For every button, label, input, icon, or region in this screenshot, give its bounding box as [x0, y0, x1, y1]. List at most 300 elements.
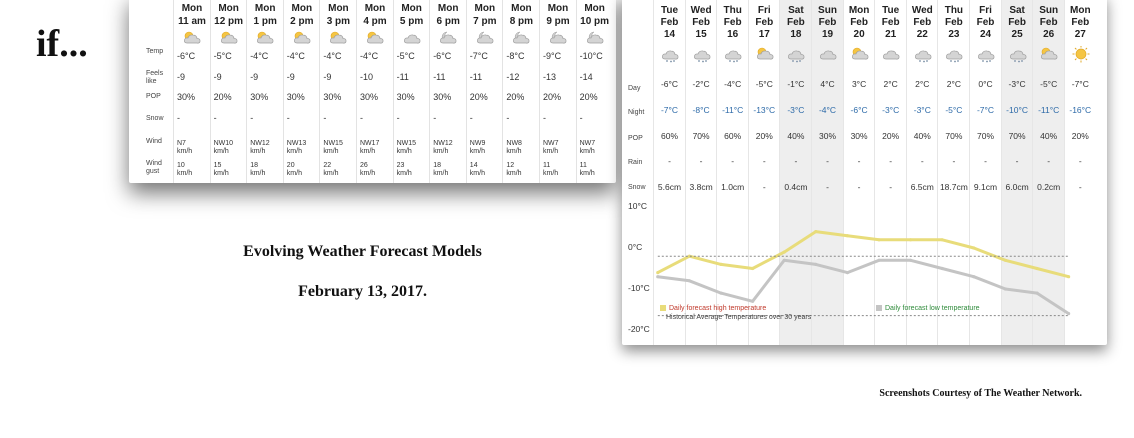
daily-month: Feb [660, 17, 679, 28]
hourly-wind-unit: km/h [250, 148, 266, 155]
sun-cloud-icon [292, 30, 312, 46]
hourly-gust: 23 [396, 162, 405, 169]
hourly-wind: NW12 [250, 140, 270, 147]
hourly-gust: 18 [250, 162, 258, 169]
daily-high: -5°C [755, 79, 773, 89]
row-label-night: Night [628, 109, 645, 116]
hourly-wind-unit: km/h [177, 148, 193, 155]
daily-date: 22 [916, 29, 928, 40]
hourly-snow: - [286, 113, 290, 123]
daily-dow: Mon [1070, 5, 1091, 16]
hourly-gust-unit: km/h [360, 170, 376, 177]
hourly-time: 9 pm [546, 16, 570, 27]
hourly-wind-unit: km/h [579, 148, 595, 155]
hourly-feels-like: -9 [177, 72, 186, 82]
daily-rain: - [699, 156, 703, 166]
daily-low: -7°C [660, 105, 679, 115]
daily-dow: Fri [757, 5, 771, 16]
daily-rain: - [1078, 156, 1082, 166]
hourly-gust-unit: km/h [286, 170, 302, 177]
daily-high: 2°C [915, 79, 930, 89]
y-tick-label: -10°C [628, 283, 650, 293]
high-temp-point [909, 238, 912, 241]
daily-month: Feb [755, 17, 774, 28]
daily-date: 21 [885, 29, 897, 40]
y-tick-label: -20°C [628, 324, 650, 334]
daily-pop: 60% [660, 131, 678, 141]
hourly-gust: 14 [469, 162, 478, 169]
daily-high: -1°C [787, 79, 805, 89]
high-temp-point [814, 230, 817, 233]
daily-low: -5°C [945, 105, 963, 115]
daily-dow: Sat [788, 5, 804, 16]
hourly-column [429, 0, 466, 183]
high-temp-point [877, 238, 880, 241]
daily-rain: - [826, 156, 829, 166]
hourly-time: 11 am [178, 16, 206, 27]
low-temp-point [719, 292, 722, 295]
hourly-snow: - [396, 113, 400, 123]
sun-cloud-icon [219, 30, 239, 46]
daily-date: 27 [1074, 29, 1086, 40]
hourly-gust: 15 [213, 162, 222, 169]
daily-forecast-panel [622, 0, 1107, 345]
high-temp-point [846, 234, 849, 237]
hourly-column [246, 0, 283, 183]
screenshot-credit: Screenshots Courtesy of The Weather Network. [879, 388, 1082, 399]
hourly-pop: 20% [469, 92, 488, 102]
hourly-wind-unit: km/h [396, 148, 412, 155]
hourly-time: 1 pm [253, 16, 277, 27]
daily-month: Feb [818, 17, 837, 28]
hourly-wind-unit: km/h [469, 148, 485, 155]
high-temp-point [751, 267, 754, 270]
hourly-pop: 30% [250, 92, 269, 102]
moon-cloud-icon [511, 30, 531, 46]
hourly-feels-like: -10 [360, 72, 374, 82]
hourly-feels-like: -9 [323, 72, 332, 82]
hourly-feels-like: -11 [396, 72, 409, 82]
hourly-gust-unit: km/h [506, 170, 522, 177]
hourly-wind-unit: km/h [323, 148, 339, 155]
low-temp-point [783, 259, 786, 262]
daily-low: -11°C [722, 105, 744, 115]
hourly-feels-like: -13 [543, 72, 557, 82]
daily-date: 25 [1011, 29, 1023, 40]
daily-high: 0°C [978, 79, 993, 89]
daily-low: -3°C [882, 105, 900, 115]
low-temp-point [941, 267, 944, 270]
hourly-gust: 26 [360, 162, 368, 169]
hourly-wind-unit: km/h [543, 148, 559, 155]
moon-cloud-icon [475, 30, 495, 46]
daily-snow: - [889, 182, 893, 192]
daily-month: Feb [1039, 17, 1058, 28]
hourly-snow: - [506, 113, 510, 123]
hourly-column [393, 0, 430, 183]
row-label-pop: POP [628, 135, 643, 142]
hourly-wind-unit: km/h [286, 148, 302, 155]
hourly-wind: NW15 [396, 140, 417, 147]
high-temp-point [941, 238, 944, 241]
hourly-gust: 11 [579, 162, 587, 169]
daily-month: Feb [1008, 17, 1026, 28]
legend-swatch-high [660, 305, 666, 311]
hourly-feels-like: -12 [506, 72, 520, 82]
low-temp-point [751, 300, 754, 303]
daily-high: 4°C [820, 79, 835, 89]
daily-pop: 20% [882, 131, 900, 141]
daily-dow: Wed [690, 5, 712, 16]
daily-snow: 18.7cm [939, 182, 968, 192]
hourly-day: Mon [474, 3, 496, 14]
row-label-snow: Snow [146, 115, 164, 122]
daily-low: -11°C [1038, 105, 1060, 115]
hourly-pop: 30% [286, 92, 305, 102]
hourly-feels-like: -9 [286, 72, 295, 82]
legend-historical [666, 314, 811, 321]
hourly-gust: 11 [543, 162, 551, 169]
high-temp-point [1067, 275, 1070, 278]
daily-month: Feb [692, 17, 710, 28]
hourly-temp: -6°C [177, 51, 196, 61]
low-temp-point [814, 263, 817, 266]
daily-high: -4°C [724, 79, 742, 89]
row-label-feels: Feels like [146, 70, 164, 85]
hourly-column [466, 0, 503, 183]
hourly-snow: - [250, 113, 254, 123]
hourly-gust-unit: km/h [469, 170, 485, 177]
daily-high: -7°C [1071, 79, 1089, 89]
hourly-snow: - [213, 113, 217, 123]
hourly-day: Mon [364, 3, 386, 14]
daily-month: Feb [723, 17, 742, 28]
hourly-day: Mon [328, 3, 349, 14]
hourly-day: Mon [511, 3, 532, 14]
daily-low: -7°C [976, 105, 995, 115]
sun-cloud-icon [255, 30, 275, 46]
daily-low: -13°C [753, 105, 776, 115]
hourly-temp: -5°C [213, 51, 232, 61]
daily-dow: Sun [818, 5, 837, 16]
hourly-time: 5 pm [399, 16, 424, 27]
hourly-temp: -4°C [286, 51, 305, 61]
hourly-snow: - [433, 113, 437, 123]
high-temp-point [972, 246, 975, 249]
hourly-feels-like: -9 [250, 72, 259, 82]
hourly-wind: NW8 [506, 140, 522, 147]
daily-dow: Thu [723, 5, 742, 16]
row-label-pop: POP [146, 93, 161, 100]
hourly-day: Mon [254, 3, 276, 14]
hourly-column [319, 0, 356, 183]
slide-date: February 13, 2017. [298, 283, 427, 300]
sun-cloud-icon [182, 30, 202, 46]
hourly-temp: -7°C [469, 51, 488, 61]
hourly-snow: - [323, 113, 327, 123]
legend-high [660, 305, 766, 312]
hourly-gust: 10 [177, 162, 185, 169]
daily-rain: - [984, 156, 987, 166]
daily-date: 26 [1043, 29, 1055, 40]
low-temp-point [909, 259, 912, 262]
hourly-wind: NW7 [579, 140, 596, 147]
hourly-wind-unit: km/h [360, 148, 376, 155]
daily-rain: - [668, 156, 671, 166]
hourly-temp: -10°C [579, 51, 603, 61]
cloud-icon [402, 30, 422, 46]
hourly-pop: 20% [579, 92, 598, 102]
moon-cloud-icon [438, 30, 458, 46]
hourly-wind-unit: km/h [506, 148, 522, 155]
high-temp-point [719, 263, 722, 266]
hourly-column [210, 0, 247, 183]
daily-rain: - [889, 156, 893, 166]
hourly-wind-unit: km/h [433, 148, 449, 155]
hourly-wind: N7 [177, 140, 186, 147]
if-heading: if... [36, 23, 88, 65]
daily-snow: - [826, 182, 829, 192]
daily-month: Feb [787, 17, 805, 28]
daily-pop: 40% [913, 131, 931, 141]
hourly-day: Mon [584, 3, 605, 14]
daily-snow: 6.5cm [910, 182, 934, 192]
hourly-day: Mon [291, 3, 313, 14]
daily-pop: 20% [755, 131, 773, 141]
hourly-gust-unit: km/h [213, 170, 229, 177]
hourly-pop: 20% [543, 92, 562, 102]
hourly-wind: NW12 [433, 140, 453, 147]
y-tick-label: 0°C [628, 242, 643, 252]
high-temp-point [1035, 267, 1038, 270]
daily-high: -2°C [692, 79, 710, 89]
daily-dow: Mon [848, 5, 870, 16]
daily-pop: 40% [1040, 131, 1058, 141]
hourly-gust-unit: km/h [177, 170, 193, 177]
high-temp-point [1004, 259, 1007, 262]
daily-date: 20 [853, 29, 865, 40]
daily-date: 17 [758, 29, 770, 40]
daily-rain: - [857, 156, 861, 166]
hourly-temp: -5°C [396, 51, 415, 61]
hourly-column [356, 0, 393, 183]
hourly-temp: -8°C [506, 51, 525, 61]
row-label-rain: Rain [628, 159, 643, 166]
daily-low: -6°C [850, 105, 868, 115]
daily-rain: - [762, 156, 766, 166]
hourly-column [502, 0, 539, 183]
hourly-pop: 30% [323, 92, 342, 102]
legend-historical-label: Historical Average Temperatures over 30 years [666, 314, 812, 321]
row-label-temp: Temp [146, 48, 164, 55]
hourly-gust-unit: km/h [433, 170, 449, 177]
daily-high: 2°C [883, 79, 898, 89]
daily-snow: 0.4cm [784, 182, 808, 192]
hourly-time: 7 pm [473, 16, 497, 27]
daily-month: Feb [976, 17, 995, 28]
slide-title: Evolving Weather Forecast Models [243, 243, 482, 260]
daily-high: -6°C [660, 79, 679, 89]
daily-rain: - [1015, 156, 1019, 166]
low-temp-point [846, 271, 849, 274]
hourly-column [539, 0, 576, 183]
daily-pop: 60% [724, 131, 742, 141]
hourly-feels-like: -9 [213, 72, 222, 82]
daily-snow: 0.2cm [1037, 182, 1061, 192]
hourly-wind: NW9 [469, 140, 486, 147]
daily-low: -3°C [787, 105, 805, 115]
daily-snow: 6.0cm [1005, 182, 1029, 192]
daily-pop: 20% [1071, 131, 1089, 141]
hourly-wind: NW13 [286, 140, 307, 147]
high-temp-line [658, 232, 1069, 277]
hourly-pop: 30% [433, 92, 452, 102]
daily-rain: - [920, 156, 924, 166]
hourly-pop: 20% [213, 92, 232, 102]
daily-snow: - [857, 182, 861, 192]
hourly-gust-unit: km/h [323, 170, 339, 177]
daily-snow: - [762, 182, 766, 192]
daily-rain: - [731, 156, 735, 166]
low-temp-point [972, 275, 975, 278]
temperature-chart [622, 0, 1107, 345]
daily-date: 24 [979, 29, 992, 40]
daily-low: -16°C [1069, 105, 1092, 115]
hourly-snow: - [579, 113, 583, 123]
hourly-snow: - [469, 113, 473, 123]
row-label-wind: Wind [146, 138, 162, 145]
hourly-wind: NW7 [543, 140, 559, 147]
hourly-gust-unit: km/h [579, 170, 595, 177]
hourly-temp: -4°C [360, 51, 379, 61]
daily-dow: Wed [911, 5, 933, 16]
daily-date: 23 [948, 29, 960, 40]
daily-rain: - [794, 156, 798, 166]
daily-dow: Fri [979, 5, 992, 16]
daily-dow: Sat [1009, 5, 1025, 16]
hourly-gust-unit: km/h [543, 170, 559, 177]
daily-dow: Tue [660, 5, 679, 16]
hourly-temp: -4°C [323, 51, 342, 61]
low-temp-point [1004, 287, 1007, 290]
daily-dow: Tue [882, 5, 900, 16]
daily-date: 15 [695, 29, 707, 40]
daily-low: -3°C [913, 105, 931, 115]
daily-low: -10°C [1006, 105, 1028, 115]
row-label-day: Day [628, 85, 641, 92]
row-label-gust: Wind gust [146, 160, 162, 175]
daily-date: 16 [727, 29, 739, 40]
daily-month: Feb [850, 17, 868, 28]
hourly-temp: -4°C [250, 51, 269, 61]
daily-month: Feb [1071, 17, 1090, 28]
daily-pop: 30% [850, 131, 868, 141]
sun-cloud-icon [365, 30, 385, 46]
daily-high: -5°C [1040, 79, 1058, 89]
daily-low: -4°C [818, 105, 837, 115]
daily-snow: 5.6cm [657, 182, 682, 192]
hourly-gust: 22 [323, 162, 332, 169]
high-temp-point [656, 271, 659, 274]
daily-date: 18 [790, 29, 802, 40]
daily-dow: Sun [1039, 5, 1059, 16]
daily-month: Feb [881, 17, 900, 28]
daily-pop: 70% [976, 131, 994, 141]
high-temp-point [783, 251, 786, 254]
daily-date: 14 [663, 29, 676, 40]
daily-snow: 3.8cm [689, 182, 713, 192]
hourly-gust: 20 [286, 162, 295, 169]
hourly-time: 4 pm [363, 16, 387, 27]
hourly-column [283, 0, 320, 183]
hourly-temp: -6°C [433, 51, 452, 61]
hourly-column [173, 0, 210, 183]
daily-snow: - [1078, 182, 1082, 192]
hourly-day: Mon [218, 3, 239, 14]
daily-pop: 40% [787, 131, 805, 141]
hourly-snow: - [360, 113, 363, 123]
hourly-day: Mon [401, 3, 422, 14]
hourly-snow: - [543, 113, 546, 123]
hourly-wind: NW15 [323, 140, 343, 147]
legend-low-label: Daily forecast low temperature [885, 305, 980, 312]
hourly-gust-unit: km/h [250, 170, 266, 177]
daily-month: Feb [945, 17, 963, 28]
daily-rain: - [1047, 156, 1051, 166]
moon-cloud-icon [585, 30, 605, 46]
row-label-snow: Snow [628, 184, 646, 191]
legend-low [876, 305, 980, 312]
hourly-pop: 30% [396, 92, 415, 102]
hourly-pop: 30% [177, 92, 196, 102]
hourly-pop: 20% [506, 92, 525, 102]
hourly-time: 2 pm [290, 16, 314, 27]
daily-pop: 30% [818, 131, 836, 141]
daily-month: Feb [913, 17, 932, 28]
low-temp-point [1035, 292, 1038, 295]
hourly-snow: - [177, 113, 180, 123]
hourly-feels-like: -11 [469, 72, 483, 82]
hourly-time: 8 pm [509, 16, 534, 27]
daily-pop: 70% [945, 131, 963, 141]
hourly-column [576, 0, 613, 183]
hourly-wind-unit: km/h [213, 148, 229, 155]
daily-rain: - [952, 156, 956, 166]
daily-dow: Thu [944, 5, 964, 16]
low-temp-point [656, 275, 659, 278]
hourly-time: 10 pm [580, 16, 610, 27]
daily-snow: 1.0cm [721, 182, 745, 192]
daily-date: 19 [821, 29, 834, 40]
hourly-wind: NW10 [213, 140, 234, 147]
hourly-time: 12 pm [214, 16, 244, 27]
hourly-time: 6 pm [436, 16, 460, 27]
daily-high: 3°C [851, 79, 867, 89]
hourly-feels-like: -14 [579, 72, 593, 82]
hourly-pop: 30% [360, 92, 379, 102]
hourly-day: Mon [181, 3, 203, 14]
hourly-forecast-panel [129, 0, 616, 183]
hourly-feels-like: -11 [433, 72, 446, 82]
y-tick-label: 10°C [628, 201, 647, 211]
legend-swatch-low [876, 305, 882, 311]
daily-pop: 70% [692, 131, 710, 141]
hourly-temp: -9°C [543, 51, 562, 61]
hourly-day: Mon [547, 3, 569, 14]
hourly-gust-unit: km/h [396, 170, 412, 177]
daily-low: -8°C [692, 105, 710, 115]
hourly-day: Mon [437, 3, 459, 14]
